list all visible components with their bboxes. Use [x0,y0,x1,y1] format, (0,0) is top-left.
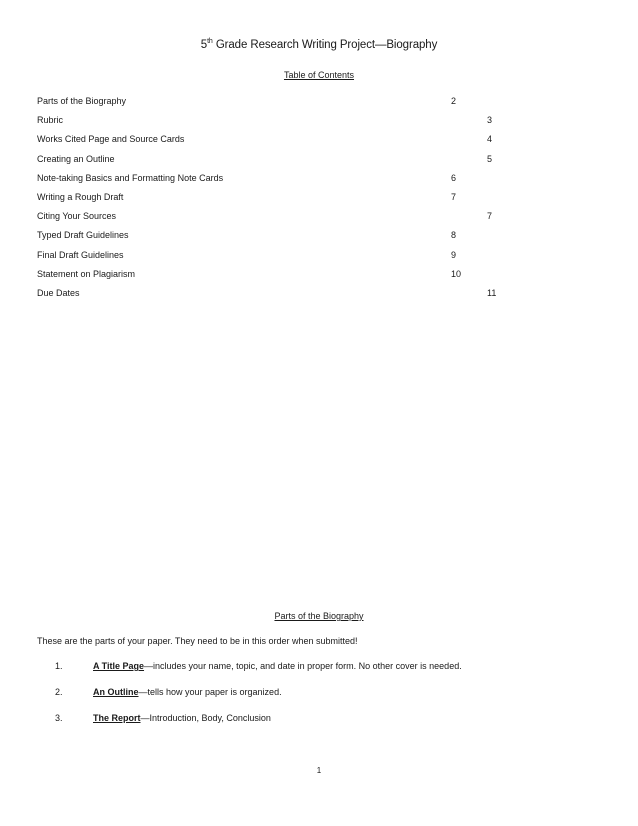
table-of-contents [37,95,597,306]
toc-entry-label: Works Cited Page and Source Cards [37,134,185,145]
list-item-number: 2. [55,687,63,697]
list-item [37,660,597,686]
toc-entry-page: 9 [451,249,457,260]
toc-entry-page: 7 [487,211,493,222]
title-ordinal-suffix: th [207,38,213,45]
toc-entry-page: 6 [451,172,457,183]
toc-entry-label: Rubric [37,115,64,126]
toc-entry [37,229,597,248]
toc-entry [37,153,597,172]
toc-entry-page: 8 [451,230,457,241]
parts-intro: These are the parts of your paper. They need to be in this order when submitted! [37,636,358,646]
toc-entry-page: 2 [451,96,457,106]
toc-entry [37,114,597,133]
toc-entry-page: 10 [451,268,462,279]
toc-entry [37,133,597,152]
list-item-description: —includes your name, topic, and date in proper form. No other cover is needed. [144,661,462,671]
toc-entry [37,172,597,191]
list-item [37,686,597,712]
list-item-number: 3. [55,713,63,723]
toc-entry-page: 5 [487,153,493,164]
list-item-text [93,686,282,698]
toc-entry-label: Parts of the Biography [37,96,127,106]
toc-entry-label: Statement on Plagiarism [37,268,136,279]
list-item-description: —tells how your paper is organized. [138,687,282,697]
toc-entry [37,287,597,306]
list-item-name: A Title Page [93,661,145,671]
list-item-name: The Report [93,713,141,723]
page-number: 1 [316,766,322,775]
toc-entry [37,191,597,210]
toc-entry [37,249,597,268]
parts-list [37,660,597,738]
toc-entry-page: 7 [451,191,457,202]
toc-heading: Table of Contents [283,70,355,80]
toc-entry [37,210,597,229]
toc-entry-label: Due Dates [37,287,80,298]
toc-entry-page: 11 [487,287,497,298]
parts-heading: Parts of the Biography [274,611,364,621]
toc-entry [37,95,597,114]
toc-entry-label: Writing a Rough Draft [37,191,124,202]
toc-entry-label: Typed Draft Guidelines [37,230,129,241]
page-title [0,38,638,51]
title-ordinal-number: 5 [200,39,208,51]
list-item-text [93,712,271,724]
toc-entry-page: 3 [487,115,493,126]
list-item-name: An Outline [93,687,139,697]
list-item-number: 1. [55,661,63,671]
toc-entry-label: Citing Your Sources [37,211,117,222]
toc-entry [37,268,597,287]
list-item-description: —Introduction, Body, Conclusion [140,713,271,723]
toc-entry-label: Final Draft Guidelines [37,249,124,260]
toc-entry-label: Note-taking Basics and Formatting Note Cards [37,172,224,183]
title-text: Grade Research Writing Project—Biography [215,39,438,51]
list-item [37,712,597,738]
list-item-text [93,660,462,672]
toc-entry-page: 4 [487,134,493,145]
toc-entry-label: Creating an Outline [37,153,115,164]
